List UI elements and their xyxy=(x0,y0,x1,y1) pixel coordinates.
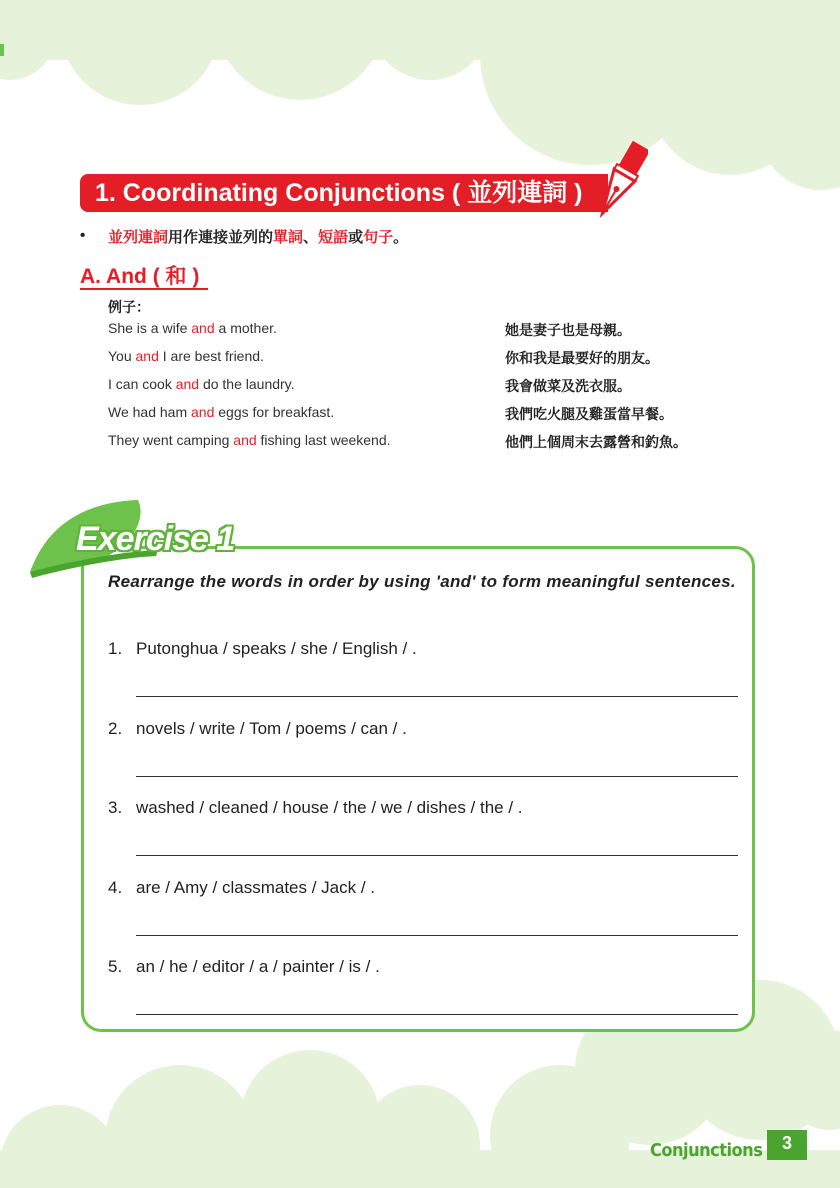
intro-text xyxy=(108,226,408,247)
intro-keyword: 單詞 xyxy=(273,229,304,246)
bullet: • xyxy=(80,227,86,244)
answer-line[interactable] xyxy=(136,696,738,697)
question-number: 5. xyxy=(108,957,123,976)
example-keyword: and xyxy=(175,376,200,392)
example-text: I can cook xyxy=(108,376,176,392)
intro-text-part: 用作連接並列的 xyxy=(168,229,274,246)
exercise-title: Exercise 1 xyxy=(76,520,235,558)
example-text: I are best friend. xyxy=(158,348,264,364)
example-text: We had ham xyxy=(108,404,192,420)
footer-section-name: Conjunctions xyxy=(650,1140,763,1161)
page-title: 1. Coordinating Conjunctions ( 並列連詞 ) xyxy=(95,179,583,207)
question-number: 4. xyxy=(108,878,123,897)
intro-keyword: 句子 xyxy=(363,229,394,246)
intro-text-part: 或 xyxy=(348,229,364,246)
example-text: fishing last weekend. xyxy=(256,432,391,448)
exercise-instruction: Rearrange the words in order by using 'and' to form meaningful sentences. xyxy=(108,572,736,591)
question-number: 3. xyxy=(108,798,123,817)
question-text: Putonghua / speaks / she / English / . xyxy=(136,639,417,658)
section-heading: A. And ( 和 ) xyxy=(80,265,200,288)
example-sentence xyxy=(108,348,264,364)
example-keyword: and xyxy=(191,404,215,420)
example-keyword: and xyxy=(191,320,215,336)
question-text: are / Amy / classmates / Jack / . xyxy=(136,878,376,897)
example-keyword: and xyxy=(135,348,159,364)
question-number: 2. xyxy=(108,719,123,738)
answer-line[interactable] xyxy=(136,776,738,777)
intro-keyword: 並列連詞 xyxy=(108,229,169,246)
intro-keyword: 短語 xyxy=(318,229,349,246)
intro-text-part: 、 xyxy=(303,229,319,246)
example-sentence xyxy=(108,376,295,392)
question-text: an / he / editor / a / painter / is / . xyxy=(136,957,380,976)
question-number: 1. xyxy=(108,639,123,658)
example-text: They went camping xyxy=(108,432,234,448)
answer-line[interactable] xyxy=(136,855,738,856)
answer-line[interactable] xyxy=(136,935,738,936)
example-translation: 你和我是最要好的朋友。 xyxy=(505,350,659,366)
example-text: You xyxy=(108,348,136,364)
example-translation: 她是妻子也是母親。 xyxy=(505,322,631,338)
example-sentence xyxy=(108,320,277,336)
pen-nib-icon xyxy=(592,140,648,226)
example-sentence xyxy=(108,404,334,420)
example-text: She is a wife xyxy=(108,320,192,336)
page-number: 3 xyxy=(781,1133,792,1153)
example-text: a mother. xyxy=(214,320,277,336)
section-underline xyxy=(80,288,208,290)
example-sentence xyxy=(108,432,391,448)
example-translation: 我會做菜及洗衣服。 xyxy=(505,378,631,394)
example-label: 例子： xyxy=(108,299,150,315)
example-text: eggs for breakfast. xyxy=(214,404,335,420)
example-keyword: and xyxy=(233,432,257,448)
example-translation: 我們吃火腿及雞蛋當早餐。 xyxy=(505,406,673,422)
question-text: washed / cleaned / house / the / we / dishes / the / . xyxy=(136,798,523,817)
intro-text-part: 。 xyxy=(393,229,409,246)
answer-line[interactable] xyxy=(136,1014,738,1015)
example-text: do the laundry. xyxy=(199,376,295,392)
question-text: novels / write / Tom / poems / can / . xyxy=(136,719,407,738)
example-translation: 他們上個周末去露營和釣魚。 xyxy=(505,434,687,450)
